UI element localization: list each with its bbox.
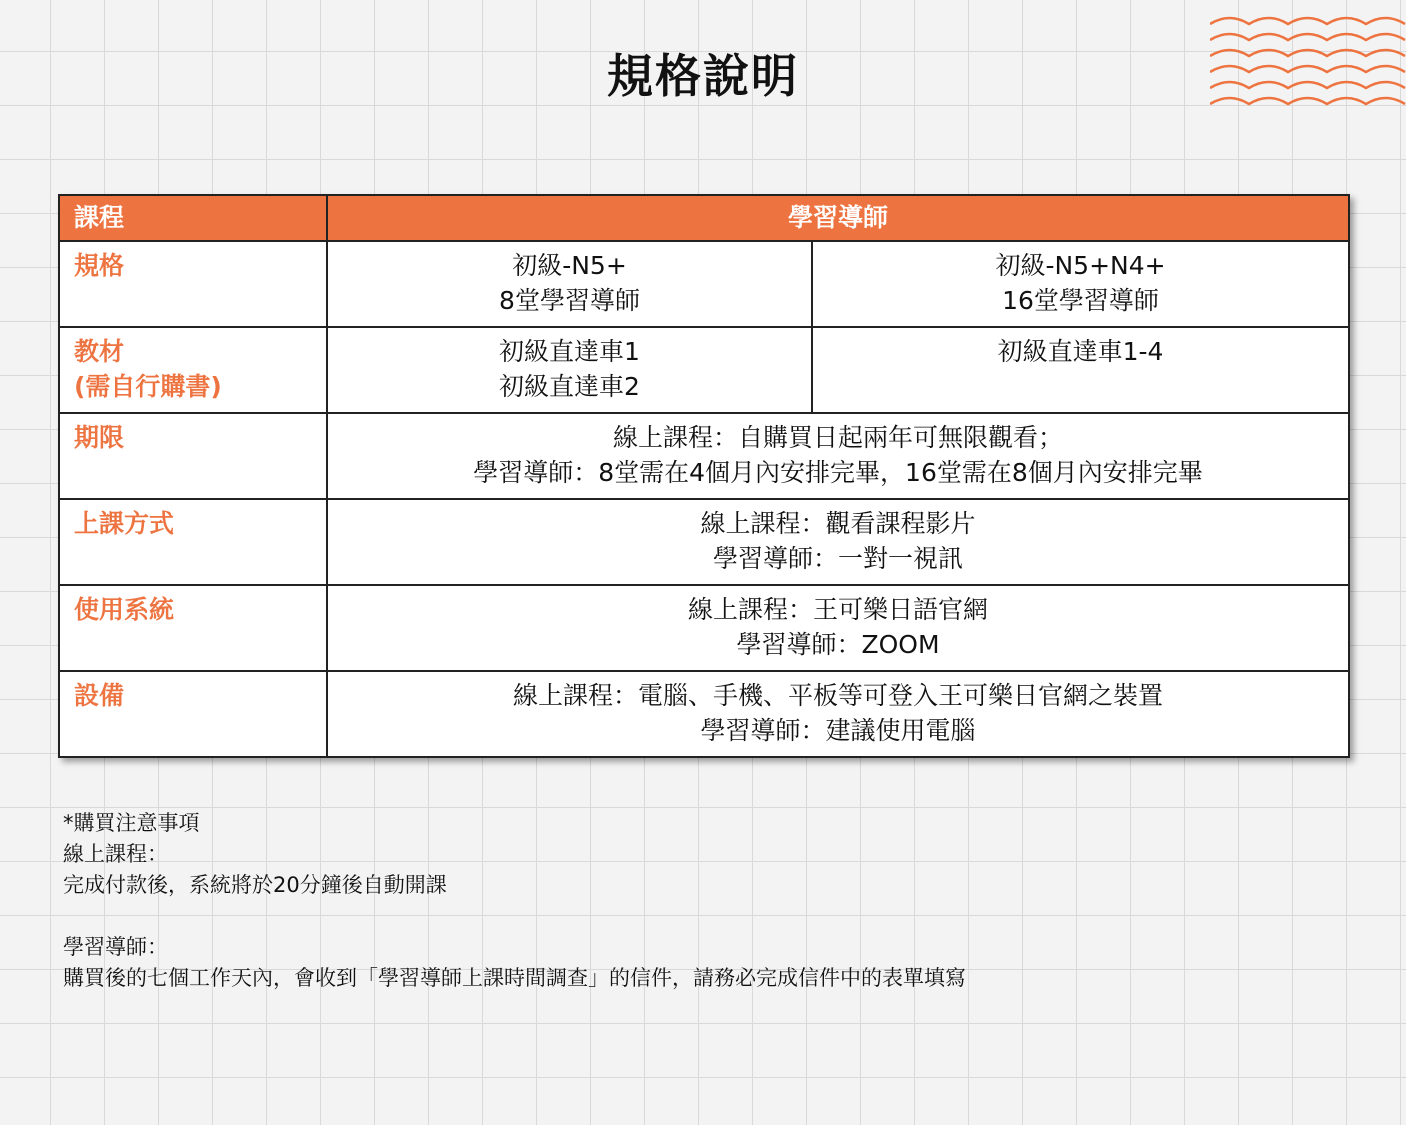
notes-tutor-text: 購買後的七個工作天內，會收到「學習導師上課時間調查」的信件，請務必完成信件中的表單填寫	[63, 966, 966, 990]
wave-line	[1210, 18, 1405, 24]
notes-online-label: 線上課程：	[63, 842, 168, 866]
table-row-materials	[59, 327, 1349, 413]
row-label: 使用系統	[59, 585, 327, 671]
table-cell: 初級直達車1 初級直達車2	[327, 327, 812, 413]
header-value: 學習導師	[327, 195, 1349, 241]
table-header-row	[59, 195, 1349, 241]
table-row-method	[59, 499, 1349, 585]
wave-decoration-icon	[1210, 8, 1406, 108]
row-label: 規格	[59, 241, 327, 327]
table-row-period	[59, 413, 1349, 499]
notes-online-text: 完成付款後，系統將於20分鐘後自動開課	[63, 873, 447, 897]
wave-line	[1210, 50, 1405, 56]
row-label: 設備	[59, 671, 327, 757]
table-row-system	[59, 585, 1349, 671]
table-cell: 線上課程：王可樂日語官網 學習導師：ZOOM	[327, 585, 1349, 671]
table-cell: 初級-N5+N4+ 16堂學習導師	[812, 241, 1349, 327]
table-row-device	[59, 671, 1349, 757]
row-label: 教材 (需自行購書)	[59, 327, 327, 413]
row-label: 期限	[59, 413, 327, 499]
table-cell: 線上課程：自購買日起兩年可無限觀看； 學習導師：8堂需在4個月內安排完畢，16堂需在8個月內安排完畢	[327, 413, 1349, 499]
row-label: 上課方式	[59, 499, 327, 585]
wave-line	[1210, 82, 1405, 88]
wave-line	[1210, 66, 1405, 72]
wave-line	[1210, 34, 1405, 40]
purchase-notes	[63, 808, 966, 994]
table-row-spec	[59, 241, 1349, 327]
table-cell: 初級直達車1-4	[812, 327, 1349, 413]
table-cell: 線上課程：觀看課程影片 學習導師：一對一視訊	[327, 499, 1349, 585]
wave-line	[1210, 98, 1405, 104]
header-label: 課程	[59, 195, 327, 241]
notes-heading: *購買注意事項	[63, 811, 200, 835]
notes-tutor-label: 學習導師：	[63, 935, 168, 959]
table-cell: 初級-N5+ 8堂學習導師	[327, 241, 812, 327]
spec-table	[58, 194, 1350, 758]
page-title: 規格說明	[607, 49, 799, 103]
table-cell: 線上課程：電腦、手機、平板等可登入王可樂日官網之裝置 學習導師：建議使用電腦	[327, 671, 1349, 757]
